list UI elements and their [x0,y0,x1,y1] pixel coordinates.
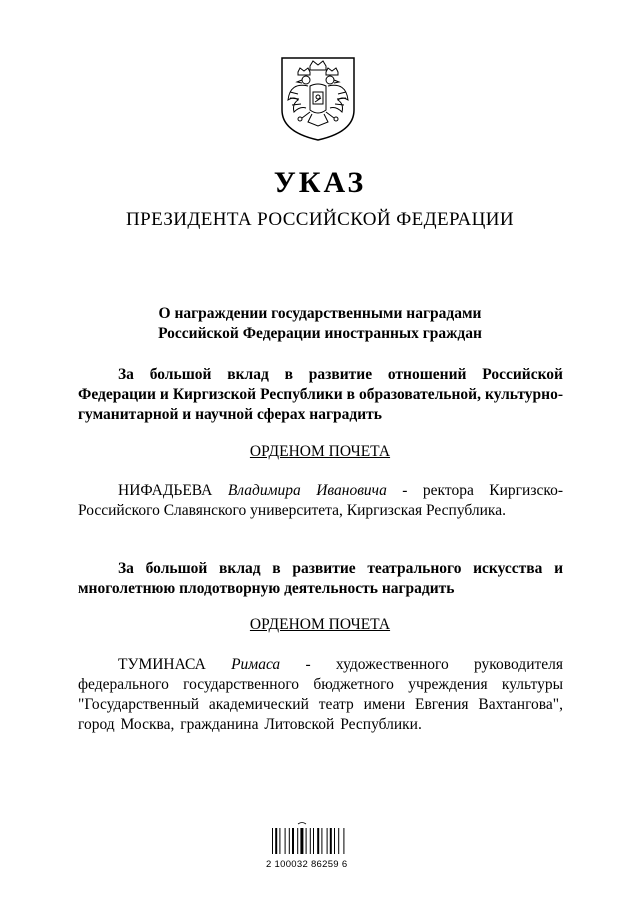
recipient1-name: НИФАДЬЕВА [118,482,213,499]
barcode-block [266,820,376,870]
section2-recipient [78,655,563,735]
recipient2-name: ТУМИНАСА [118,656,206,673]
recipient1-desc: - ректора Киргизско-Российского Славянского университета, Киргизская Республика. [78,482,563,519]
section2-intro: За большой вклад в развитие театрального искусства и многолетнюю плодотворную деятельность наградить [78,560,563,597]
section1-intro: За большой вклад в развитие отношений Российской Федерации и Киргизской Республики в образовательной, культурно-гуманитарной и научной сферах наградить [78,366,563,423]
subject-line-2: Российской Федерации иностранных граждан [158,325,482,342]
decree-subtitle: ПРЕЗИДЕНТА РОССИЙСКОЙ ФЕДЕРАЦИИ [126,209,514,230]
recipient1-patronymic: Владимира Ивановича [227,482,387,499]
section1-recipient [78,481,563,521]
recipient2-desc: - художественного руководителя федерального государственного бюджетного учреждения культуры "Государственный академический театр имени Евгения Вахтангова", город Москва, гражданина Литовской Республики. [78,656,564,733]
decree-title: УКАЗ [273,166,367,199]
subject-line-1: О награждении государственными наградами [158,305,482,322]
section1-award: ОРДЕНОМ ПОЧЕТА [249,443,391,460]
barcode-icon [270,820,360,856]
coat-of-arms-emblem-icon [276,52,360,142]
recipient2-patronymic: Римаса [231,656,281,673]
barcode-number: 2 100032 86259 6 [266,859,348,870]
section2-award: ОРДЕНОМ ПОЧЕТА [249,616,391,633]
decree-subject [110,304,530,344]
